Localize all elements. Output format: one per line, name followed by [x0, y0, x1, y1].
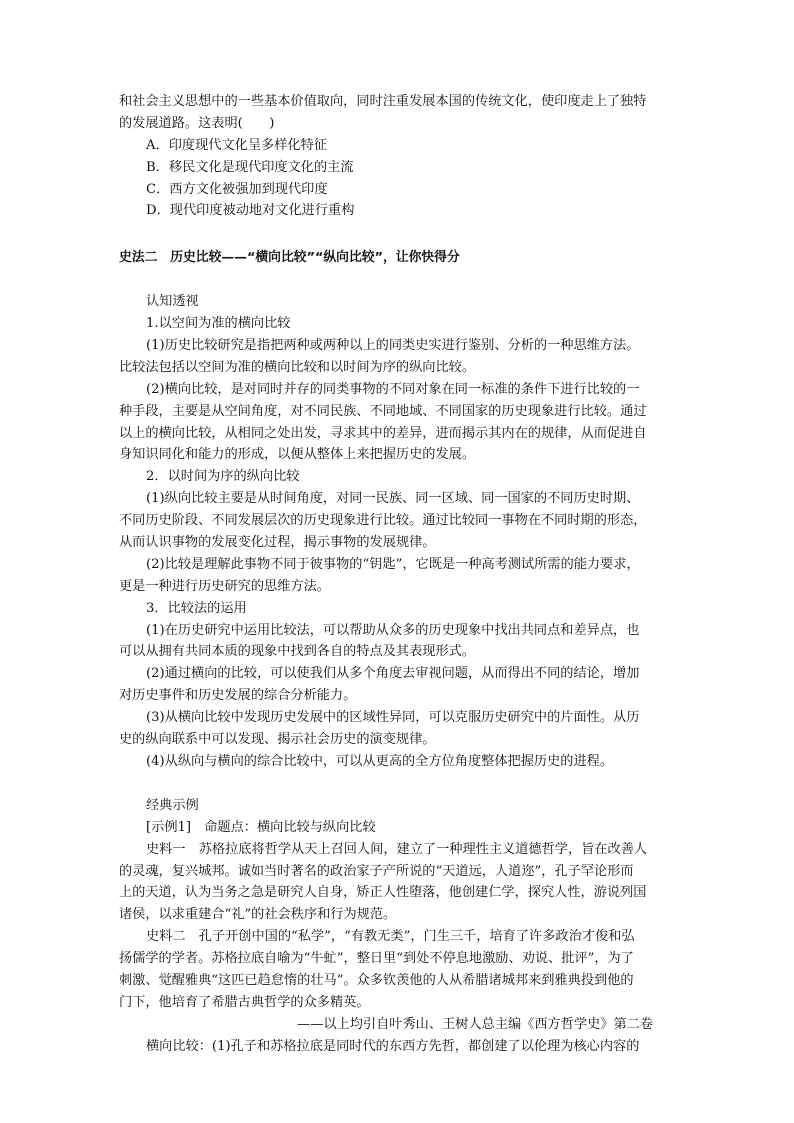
paragraph-line: 对历史事件和历史发展的综合分析能力。	[119, 688, 357, 704]
paragraph-line: 扬儒学的学者。苏格拉底自喻为“牛虻”，整日里“到处不停息地激励、劝说、批评”，为了	[119, 951, 634, 967]
paragraph-line: 横向比较：(1)孔子和苏格拉底是同时代的东西方先哲，都创建了以伦理为核心内容的	[146, 1038, 640, 1054]
paragraph-line: (1)纵向比较主要是从时间角度，对同一民族、同一区域、同一国家的不同历史时期、	[146, 491, 640, 507]
question-line: 的发展道路。这表明( )	[119, 115, 275, 131]
option-b: B．移民文化是现代印度文化的主流	[146, 159, 354, 175]
paragraph-line: 的灵魂，复兴城邦。诚如当时著名的政治家子产所说的“天道远，人道迩”，孔子罕论形而	[119, 863, 634, 879]
paragraph-line: 不同历史阶段、不同发展层次的历史现象进行比较。通过比较同一事物在不同时期的形态，	[119, 513, 647, 529]
point-title: 2．以时间为序的纵向比较	[146, 469, 300, 485]
paragraph-line: (2)比较是理解此事物不同于彼事物的“钥匙”，它既是一种高考测试所需的能力要求，	[146, 556, 640, 572]
paragraph-line: 更是一种进行历史研究的思维方法。	[119, 578, 330, 594]
subsection-title: 经典示例	[146, 797, 199, 813]
paragraph-line: 史料一 苏格拉底将哲学从天上召回人间，建立了一种理性主义道德哲学，旨在改善人	[146, 841, 648, 857]
paragraph-line: 门下，他培育了希腊古典哲学的众多精英。	[119, 994, 370, 1010]
paragraph-line: (2)横向比较，是对同时并存的同类事物的不同对象在同一标准的条件下进行比较的一	[146, 381, 640, 397]
paragraph-line: 史的纵向联系中可以发现、揭示社会历史的演变规律。	[119, 732, 436, 748]
paragraph-line: 种手段，主要是从空间角度，对不同民族、不同地域、不同国家的历史现象进行比较。通过	[119, 403, 647, 419]
option-a: A．印度现代文化呈多样化特征	[146, 137, 327, 153]
example-title: [示例1] 命题点：横向比较与纵向比较	[146, 819, 376, 835]
paragraph-line: 从而认识事物的发展变化过程，揭示事物的发展规律。	[119, 535, 436, 551]
option-d: D．现代印度被动地对文化进行重构	[146, 203, 355, 219]
point-title: 1.以空间为准的横向比较	[146, 316, 291, 332]
paragraph-line: 以上的横向比较，从相同之处出发，寻求其中的差异，进而揭示其内在的规律，从而促进自	[119, 425, 647, 441]
paragraph-line: (2)通过横向的比较，可以使我们从多个角度去审视问题，从而得出不同的结论，增加	[146, 666, 640, 682]
section-heading: 史法二 历史比较——“横向比较”“纵向比较”，让你快得分	[119, 250, 460, 266]
source-citation: ——以上均引自叶秀山、王树人总主编《西方哲学史》第二卷	[297, 1016, 654, 1032]
paragraph-line: (4)从纵向与横向的综合比较中，可以从更高的全方位角度整体把握历史的进程。	[146, 753, 614, 769]
question-line: 和社会主义思想中的一些基本价值取向，同时注重发展本国的传统文化，使印度走上了独特	[119, 94, 647, 109]
point-title: 3．比较法的运用	[146, 600, 247, 616]
paragraph-line: (3)从横向比较中发现历史发展中的区域性异同，可以克服历史研究中的片面性。从历	[146, 710, 640, 726]
document-page	[119, 91, 679, 1058]
paragraph-line: 诸侯，以求重建合“礼”的社会秩序和行为规范。	[119, 907, 397, 923]
paragraph-line: 身知识同化和能力的形成，以便从整体上来把握历史的发展。	[119, 447, 476, 463]
paragraph-line: 可以从拥有共同本质的现象中找到各自的特点及其表现形式。	[119, 644, 476, 660]
paragraph-line: 刺激、觉醒雅典“这匹已趋怠惰的壮马”。众多钦羡他的人从希腊诸城邦来到雅典投到他的	[119, 972, 634, 988]
paragraph-line: 史料二 孔子开创中国的“私学”，“有教无类”，门生三千，培育了许多政治才俊和弘	[146, 929, 635, 945]
paragraph-line: 比较法包括以空间为准的横向比较和以时间为序的纵向比较。	[119, 359, 476, 375]
paragraph-line: (1)在历史研究中运用比较法，可以帮助从众多的历史现象中找出共同点和差异点，也	[146, 622, 640, 638]
paragraph-line: 上的天道，认为当务之急是研究人自身，矫正人性堕落，他创建仁学，探究人性，游说列国	[119, 885, 647, 901]
subsection-title: 认知透视	[146, 294, 199, 310]
paragraph-line: (1)历史比较研究是指把两种或两种以上的同类史实进行鉴别、分析的一种思维方法。	[146, 338, 640, 354]
option-c: C．西方文化被强加到现代印度	[146, 181, 328, 197]
